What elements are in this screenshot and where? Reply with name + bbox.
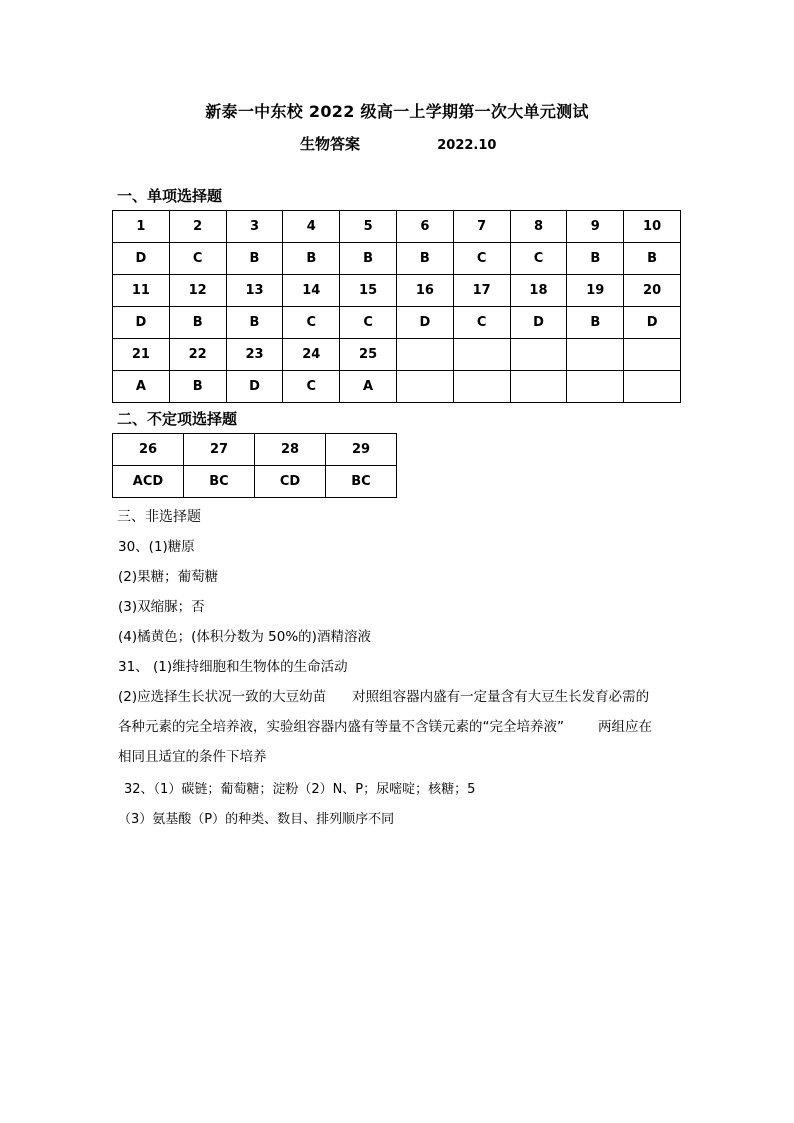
single-choice-question-number-cell: 24 bbox=[283, 339, 340, 371]
answer-31-3 bbox=[118, 717, 652, 737]
single-choice-answer-cell: B bbox=[169, 371, 226, 403]
multiple-choice-row bbox=[113, 434, 397, 466]
single-choice-question-number-cell bbox=[567, 339, 624, 371]
page-title: 新泰一中东校 2022 级高一上学期第一次大单元测试 bbox=[205, 102, 589, 121]
single-choice-question-number-cell bbox=[396, 339, 453, 371]
multiple-choice-answer-cell: BC bbox=[184, 466, 255, 498]
single-choice-answer-cell: B bbox=[283, 243, 340, 275]
single-choice-question-number-cell: 12 bbox=[169, 275, 226, 307]
section-heading-non-choice: 三、非选择题 bbox=[117, 509, 201, 525]
answer-31-2-part-b: 对照组容器内盛有一定量含有大豆生长发育必需的 bbox=[352, 689, 650, 705]
single-choice-answer-cell: D bbox=[113, 307, 170, 339]
single-choice-answer-cell: C bbox=[453, 307, 510, 339]
single-choice-question-number-cell: 6 bbox=[396, 211, 453, 243]
answer-30-1: 30、(1)糖原 bbox=[118, 539, 195, 555]
single-choice-answer-cell: B bbox=[567, 243, 624, 275]
single-choice-answer-cell: D bbox=[396, 307, 453, 339]
single-choice-answer-cell: C bbox=[283, 307, 340, 339]
single-choice-question-number-cell: 17 bbox=[453, 275, 510, 307]
answer-32-2: （3）氨基酸（P）的种类、数目、排列顺序不同 bbox=[118, 812, 395, 827]
single-choice-question-number-cell: 5 bbox=[340, 211, 397, 243]
single-choice-answer-cell: B bbox=[567, 307, 624, 339]
single-choice-question-number-cell: 21 bbox=[113, 339, 170, 371]
single-choice-answer-cell: D bbox=[510, 307, 567, 339]
single-choice-question-number-cell: 14 bbox=[283, 275, 340, 307]
answer-31-1: 31、 (1)维持细胞和生物体的生命活动 bbox=[118, 659, 348, 675]
single-choice-answer-table bbox=[112, 210, 681, 403]
exam-date: 2022.10 bbox=[437, 138, 497, 153]
single-choice-answer-cell bbox=[624, 371, 681, 403]
single-choice-question-number-cell bbox=[510, 339, 567, 371]
single-choice-answer-cell: D bbox=[624, 307, 681, 339]
single-choice-row bbox=[113, 275, 681, 307]
answer-31-3-part-a: 各种元素的完全培养液，实验组容器内盛有等量不含镁元素的“完全培养液” bbox=[118, 719, 564, 735]
single-choice-question-number-cell: 13 bbox=[226, 275, 283, 307]
single-choice-question-number-cell: 7 bbox=[453, 211, 510, 243]
single-choice-answer-cell bbox=[453, 371, 510, 403]
single-choice-answer-cell: D bbox=[226, 371, 283, 403]
single-choice-question-number-cell bbox=[624, 339, 681, 371]
single-choice-answer-cell: B bbox=[624, 243, 681, 275]
single-choice-row bbox=[113, 243, 681, 275]
answer-30-4: (4)橘黄色；(体积分数为 50%的)酒精溶液 bbox=[118, 629, 371, 645]
multiple-choice-question-number-cell: 29 bbox=[326, 434, 397, 466]
single-choice-question-number-cell: 11 bbox=[113, 275, 170, 307]
single-choice-question-number-cell: 15 bbox=[340, 275, 397, 307]
single-choice-question-number-cell: 9 bbox=[567, 211, 624, 243]
single-choice-answer-cell: B bbox=[226, 307, 283, 339]
single-choice-question-number-cell: 20 bbox=[624, 275, 681, 307]
single-choice-question-number-cell: 10 bbox=[624, 211, 681, 243]
single-choice-answer-cell: C bbox=[283, 371, 340, 403]
single-choice-row bbox=[113, 339, 681, 371]
single-choice-row bbox=[113, 211, 681, 243]
single-choice-answer-cell: C bbox=[340, 307, 397, 339]
single-choice-question-number-cell: 2 bbox=[169, 211, 226, 243]
single-choice-question-number-cell: 4 bbox=[283, 211, 340, 243]
single-choice-row bbox=[113, 307, 681, 339]
multiple-choice-answer-cell: BC bbox=[326, 466, 397, 498]
multiple-choice-question-number-cell: 27 bbox=[184, 434, 255, 466]
single-choice-question-number-cell: 19 bbox=[567, 275, 624, 307]
single-choice-question-number-cell bbox=[453, 339, 510, 371]
single-choice-answer-cell: B bbox=[396, 243, 453, 275]
single-choice-question-number-cell: 1 bbox=[113, 211, 170, 243]
single-choice-answer-cell: C bbox=[453, 243, 510, 275]
answer-32-1: 32、（1）碳链；葡萄糖；淀粉（2）N、P；尿嘧啶；核糖；5 bbox=[124, 782, 476, 797]
single-choice-question-number-cell: 18 bbox=[510, 275, 567, 307]
single-choice-answer-cell: C bbox=[169, 243, 226, 275]
single-choice-question-number-cell: 22 bbox=[169, 339, 226, 371]
single-choice-answer-cell: B bbox=[169, 307, 226, 339]
section-heading-multiple-choice: 二、不定项选择题 bbox=[117, 410, 238, 428]
single-choice-question-number-cell: 23 bbox=[226, 339, 283, 371]
multiple-choice-question-number-cell: 26 bbox=[113, 434, 184, 466]
single-choice-question-number-cell: 25 bbox=[340, 339, 397, 371]
single-choice-answer-cell: B bbox=[340, 243, 397, 275]
multiple-choice-answer-table bbox=[112, 433, 397, 498]
single-choice-answer-cell: D bbox=[113, 243, 170, 275]
single-choice-row bbox=[113, 371, 681, 403]
single-choice-question-number-cell: 3 bbox=[226, 211, 283, 243]
answer-31-4: 相同且适宜的条件下培养 bbox=[118, 749, 267, 765]
multiple-choice-row bbox=[113, 466, 397, 498]
single-choice-answer-cell bbox=[396, 371, 453, 403]
single-choice-question-number-cell: 8 bbox=[510, 211, 567, 243]
multiple-choice-answer-cell: CD bbox=[255, 466, 326, 498]
subject-label: 生物答案 bbox=[300, 135, 361, 153]
single-choice-answer-cell bbox=[567, 371, 624, 403]
answer-31-3-part-b: 两组应在 bbox=[598, 719, 652, 735]
answer-30-2: (2)果糖；葡萄糖 bbox=[118, 569, 219, 585]
single-choice-answer-cell: B bbox=[226, 243, 283, 275]
single-choice-answer-cell: A bbox=[340, 371, 397, 403]
section-heading-single-choice: 一、单项选择题 bbox=[117, 187, 223, 205]
subtitle bbox=[300, 133, 496, 154]
single-choice-answer-cell: A bbox=[113, 371, 170, 403]
multiple-choice-answer-cell: ACD bbox=[113, 466, 184, 498]
answer-30-3: (3)双缩脲；否 bbox=[118, 599, 205, 615]
single-choice-answer-cell: C bbox=[510, 243, 567, 275]
single-choice-answer-cell bbox=[510, 371, 567, 403]
answer-31-2 bbox=[118, 687, 649, 707]
multiple-choice-question-number-cell: 28 bbox=[255, 434, 326, 466]
answer-31-2-part-a: (2)应选择生长状况一致的大豆幼苗 bbox=[118, 689, 327, 705]
single-choice-question-number-cell: 16 bbox=[396, 275, 453, 307]
